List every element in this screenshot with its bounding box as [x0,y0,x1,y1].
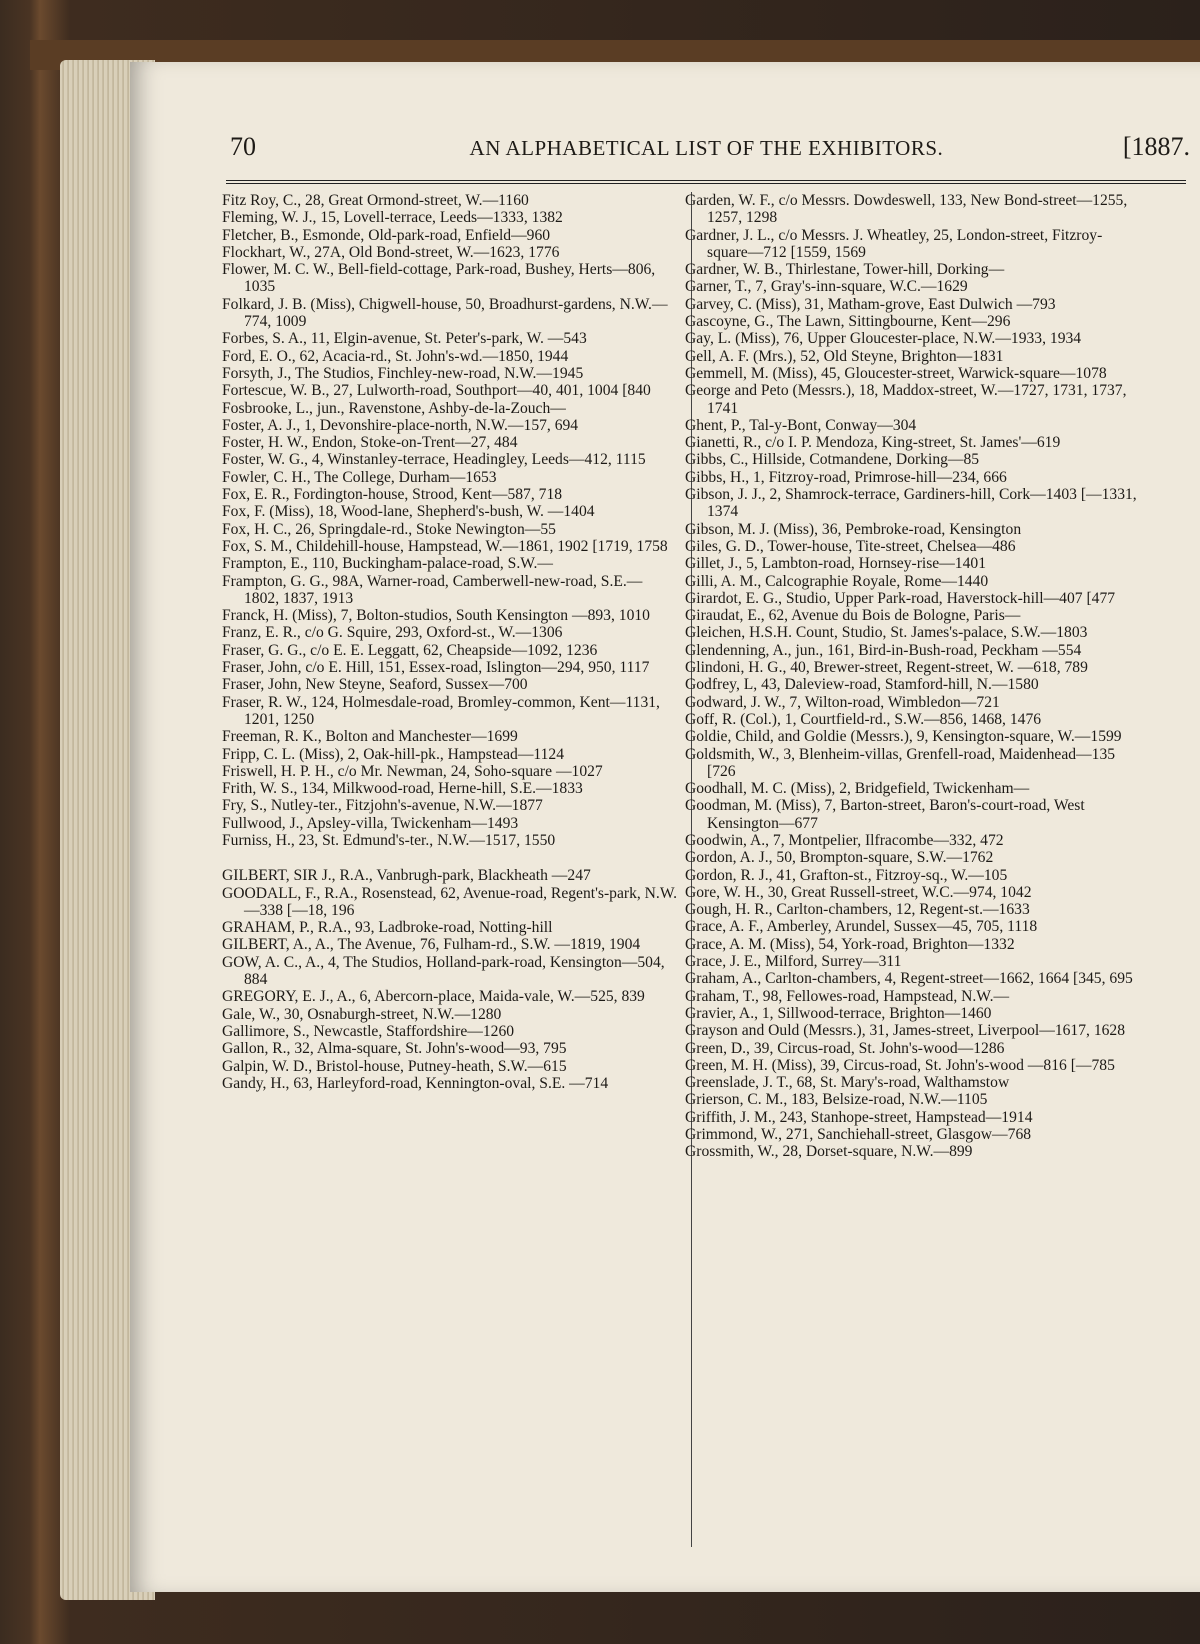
page-header [230,132,1190,172]
exhibitor-entry: Friswell, H. P. H., c/o Mr. Newman, 24, Soho-square —1027 [222,762,603,780]
exhibitor-entry: Giles, G. D., Tower-house, Tite-street, Chelsea—486 [685,537,1016,555]
exhibitor-entry: George and Peto (Messrs.), 18, Maddox-street, W.—1727, 1731, 1737, 1741 [685,382,1127,417]
exhibitor-entry: Fullwood, J., Apsley-villa, Twickenham—1493 [222,814,519,832]
exhibitor-entry: Fox, F. (Miss), 18, Wood-lane, Shepherd's-bush, W. —1404 [222,503,595,521]
exhibitor-entry: Flower, M. C. W., Bell-field-cottage, Park-road, Bushey, Herts—806, 1035 [222,261,656,296]
exhibitor-entry: Glindoni, H. G., 40, Brewer-street, Regent-street, W. —618, 789 [685,659,1088,677]
exhibitor-entry: Fraser, John, New Steyne, Seaford, Sussex—700 [222,676,528,694]
exhibitor-entry: Gascoyne, G., The Lawn, Sittingbourne, Kent—296 [685,313,1011,331]
exhibitor-entry: Freeman, R. K., Bolton and Manchester—1699 [222,728,518,746]
exhibitor-entry: Goldsmith, W., 3, Blenheim-villas, Grenfell-road, Maidenhead—135 [726 [685,745,1116,780]
exhibitor-entry: Gallimore, S., Newcastle, Staffordshire—1260 [222,1022,515,1040]
exhibitor-entry: Foster, W. G., 4, Winstanley-terrace, Headingley, Leeds—412, 1115 [222,451,646,469]
book-page [130,62,1200,1592]
exhibitor-entry: Gibson, J. J., 2, Shamrock-terrace, Gardiners-hill, Cork—1403 [—1331, 1374 [685,486,1137,521]
exhibitor-entry: Fortescue, W. B., 27, Lulworth-road, Southport—40, 401, 1004 [840 [222,382,651,400]
exhibitor-entry: Gleichen, H.S.H. Count, Studio, St. James's-palace, S.W.—1803 [685,624,1088,642]
exhibitor-entry: Gordon, A. J., 50, Brompton-square, S.W.—1762 [685,849,994,867]
exhibitor-entry: Grayson and Ould (Messrs.), 31, James-street, Liverpool—1617, 1628 [685,1022,1126,1040]
exhibitor-entry: Gay, L. (Miss), 76, Upper Gloucester-place, N.W.—1933, 1934 [685,330,1082,348]
exhibitor-entry: Gough, H. R., Carlton-chambers, 12, Regent-st.—1633 [685,901,1030,919]
exhibitor-entry: Girardot, E. G., Studio, Upper Park-road, Haverstock-hill—407 [477 [685,589,1116,607]
exhibitor-entry: Gordon, R. J., 41, Grafton-st., Fitzroy-sq., W.—105 [685,866,1008,884]
exhibitor-entry: Franck, H. (Miss), 7, Bolton-studios, South Kensington —893, 1010 [222,607,650,625]
exhibitor-entry: Gillet, J., 5, Lambton-road, Hornsey-rise—1401 [685,555,986,573]
exhibitor-entry: Fraser, G. G., c/o E. E. Leggatt, 62, Cheapside—1092, 1236 [222,641,598,659]
right-column [685,192,1141,1161]
running-title: AN ALPHABETICAL LIST OF THE EXHIBITORS. [469,136,944,160]
exhibitor-entry: Garvey, C. (Miss), 31, Matham-grove, East Dulwich —793 [685,295,1056,313]
exhibitor-entry: Goff, R. (Col.), 1, Courtfield-rd., S.W.—856, 1468, 1476 [685,710,1042,728]
exhibitor-entry: Goldie, Child, and Goldie (Messrs.), 9, Kensington-square, W.—1599 [685,728,1122,746]
exhibitor-entry: Furniss, H., 23, St. Edmund's-ter., N.W.—1517, 1550 [222,831,556,849]
exhibitor-entry: Glendenning, A., jun., 161, Bird-in-Bush-road, Peckham —554 [685,641,1082,659]
exhibitor-entry: Fraser, John, c/o E. Hill, 151, Essex-road, Islington—294, 950, 1117 [222,659,650,677]
page-number: 70 [230,132,256,161]
exhibitor-entry: Fleming, W. J., 15, Lovell-terrace, Leeds—1333, 1382 [222,209,563,227]
left-column [222,192,677,1092]
year-label: [1887. [1122,132,1190,161]
exhibitor-entry: Goodhall, M. C. (Miss), 2, Bridgefield, Twickenham— [685,780,1030,798]
exhibitor-entry: Gianetti, R., c/o I. P. Mendoza, King-street, St. James'—619 [685,434,1061,452]
exhibitor-entry: Gell, A. F. (Mrs.), 52, Old Steyne, Brighton—1831 [685,347,1004,365]
exhibitor-entry: Gardner, J. L., c/o Messrs. J. Wheatley, 25, London-street, Fitzroy-square—712 [1559, 1569 [685,226,1103,261]
exhibitor-entry: Grossmith, W., 28, Dorset-square, N.W.—899 [685,1143,973,1161]
exhibitor-entry: Grace, J. E., Milford, Surrey—311 [685,953,902,971]
exhibitor-entry: Grimmond, W., 271, Sanchiehall-street, Glasgow—768 [685,1126,1032,1144]
exhibitor-entry: Fitz Roy, C., 28, Great Ormond-street, W.—1160 [222,192,529,209]
exhibitor-entry: Greenslade, J. T., 68, St. Mary's-road, Walthamstow [685,1074,1010,1092]
exhibitor-entry: Gilli, A. M., Calcographie Royale, Rome—1440 [685,572,989,590]
exhibitor-entry: Grace, A. M. (Miss), 54, York-road, Brighton—1332 [685,935,1015,953]
exhibitor-entry: Godfrey, L, 43, Daleview-road, Stamford-hill, N.—1580 [685,676,1039,694]
exhibitor-entry: Foster, A. J., 1, Devonshire-place-north, N.W.—157, 694 [222,416,579,434]
header-rule [226,180,1186,184]
exhibitor-entry: Fox, S. M., Childehill-house, Hampstead, W.—1861, 1902 [1719, 1758 [222,537,668,555]
exhibitor-entry: GOODALL, F., R.A., Rosenstead, 62, Avenue-road, Regent's-park, N.W.—338 [—18, 196 [222,884,678,919]
exhibitor-entry: Goodman, M. (Miss), 7, Barton-street, Baron's-court-road, West Kensington—677 [685,797,1085,832]
exhibitor-entry: Galpin, W. D., Bristol-house, Putney-heath, S.W.—615 [222,1057,567,1075]
exhibitor-entry: GILBERT, A., A., The Avenue, 76, Fulham-rd., S.W. —1819, 1904 [222,936,641,954]
exhibitor-entry: Gandy, H., 63, Harleyford-road, Kennington-oval, S.E. —714 [222,1074,609,1092]
exhibitor-entry: Fraser, R. W., 124, Holmesdale-road, Bromley-common, Kent—1131, 1201, 1250 [222,693,660,728]
exhibitor-entry: Frampton, G. G., 98A, Warner-road, Camberwell-new-road, S.E.—1802, 1837, 1913 [222,572,643,607]
exhibitor-entry: Frampton, E., 110, Buckingham-palace-road, S.W.— [222,555,554,573]
exhibitor-entry: Grace, A. F., Amberley, Arundel, Sussex—45, 705, 1118 [685,918,1038,936]
exhibitor-entry: Griffith, J. M., 243, Stanhope-street, Hampstead—1914 [685,1108,1033,1126]
exhibitor-entry: GRAHAM, P., R.A., 93, Ladbroke-road, Notting-hill [222,919,553,937]
exhibitor-entry: Green, D., 39, Circus-road, St. John's-wood—1286 [685,1039,1005,1057]
exhibitor-entry: Gemmell, M. (Miss), 45, Gloucester-street, Warwick-square—1078 [685,364,1107,382]
exhibitor-entry: Fox, E. R., Fordington-house, Strood, Kent—587, 718 [222,486,563,504]
exhibitor-entry: Franz, E. R., c/o G. Squire, 293, Oxford-st., W.—1306 [222,624,563,642]
exhibitor-entry: Fox, H. C., 26, Springdale-rd., Stoke Newington—55 [222,520,556,538]
exhibitor-entry: Ford, E. O., 62, Acacia-rd., St. John's-wd.—1850, 1944 [222,347,569,365]
exhibitor-entry: Folkard, J. B. (Miss), Chigwell-house, 50, Broadhurst-gardens, N.W.—774, 1009 [222,295,668,331]
exhibitor-entry: Garner, T., 7, Gray's-inn-square, W.C.—1629 [685,278,968,296]
exhibitor-entry: Fosbrooke, L., jun., Ravenstone, Ashby-de-la-Zouch— [222,399,566,417]
exhibitor-entry: Graham, A., Carlton-chambers, 4, Regent-street—1662, 1664 [345, 695 [685,970,1133,988]
exhibitor-entry: Forbes, S. A., 11, Elgin-avenue, St. Peter's-park, W. —543 [222,330,587,348]
exhibitor-entry: Gallon, R., 32, Alma-square, St. John's-wood—93, 795 [222,1040,567,1058]
exhibitor-entry: Green, M. H. (Miss), 39, Circus-road, St. John's-wood —816 [—785 [685,1056,1115,1074]
exhibitor-entry: GOW, A. C., A., 4, The Studios, Holland-park-road, Kensington—504, 884 [222,953,665,989]
exhibitor-entry: Godward, J. W., 7, Wilton-road, Wimbledon—721 [685,693,1000,711]
exhibitor-entry: GILBERT, SIR J., R.A., Vanbrugh-park, Blackheath —247 [222,867,591,885]
exhibitor-entry: Goodwin, A., 7, Montpelier, Ilfracombe—332, 472 [685,831,1004,849]
exhibitor-entry: Forsyth, J., The Studios, Finchley-new-road, N.W.—1945 [222,364,584,382]
exhibitor-entry: Gibbs, C., Hillside, Cotmandene, Dorking—85 [685,451,980,469]
exhibitor-entry: Gibbs, H., 1, Fitzroy-road, Primrose-hill—234, 666 [685,468,1007,486]
exhibitor-entry: Graham, T., 98, Fellowes-road, Hampstead, N.W.— [685,987,1010,1005]
exhibitor-entry: Grierson, C. M., 183, Belsize-road, N.W.—1105 [685,1091,988,1109]
exhibitor-entry: Fry, S., Nutley-ter., Fitzjohn's-avenue, N.W.—1877 [222,797,543,815]
exhibitor-entry: Ghent, P., Tal-y-Bont, Conway—304 [685,416,917,434]
exhibitor-entry: Gardner, W. B., Thirlestane, Tower-hill, Dorking— [685,261,1005,279]
exhibitor-entry: Giraudat, E., 62, Avenue du Bois de Bologne, Paris— [685,607,1021,625]
exhibitor-entry: Foster, H. W., Endon, Stoke-on-Trent—27, 484 [222,434,518,452]
exhibitor-entry: Frith, W. S., 134, Milkwood-road, Herne-hill, S.E.—1833 [222,780,583,798]
exhibitor-entry: Gore, W. H., 30, Great Russell-street, W.C.—974, 1042 [685,883,1032,901]
section-gap [222,849,677,867]
exhibitor-entry: Fripp, C. L. (Miss), 2, Oak-hill-pk., Hampstead—1124 [222,745,565,763]
exhibitor-entry: Gale, W., 30, Osnaburgh-street, N.W.—1280 [222,1005,502,1023]
exhibitor-entry: Fowler, C. H., The College, Durham—1653 [222,468,497,486]
exhibitor-entry: Flockhart, W., 27A, Old Bond-street, W.—1623, 1776 [222,243,560,261]
exhibitor-entry: Gibson, M. J. (Miss), 36, Pembroke-road, Kensington [685,520,1022,538]
exhibitor-entry: Gravier, A., 1, Sillwood-terrace, Brighton—1460 [685,1004,992,1022]
exhibitor-entry: GREGORY, E. J., A., 6, Abercorn-place, Maida-vale, W.—525, 839 [222,988,645,1006]
exhibitor-entry: Garden, W. F., c/o Messrs. Dowdeswell, 133, New Bond-street—1255, 1257, 1298 [685,192,1128,227]
exhibitor-entry: Fletcher, B., Esmonde, Old-park-road, Enfield—960 [222,226,551,244]
